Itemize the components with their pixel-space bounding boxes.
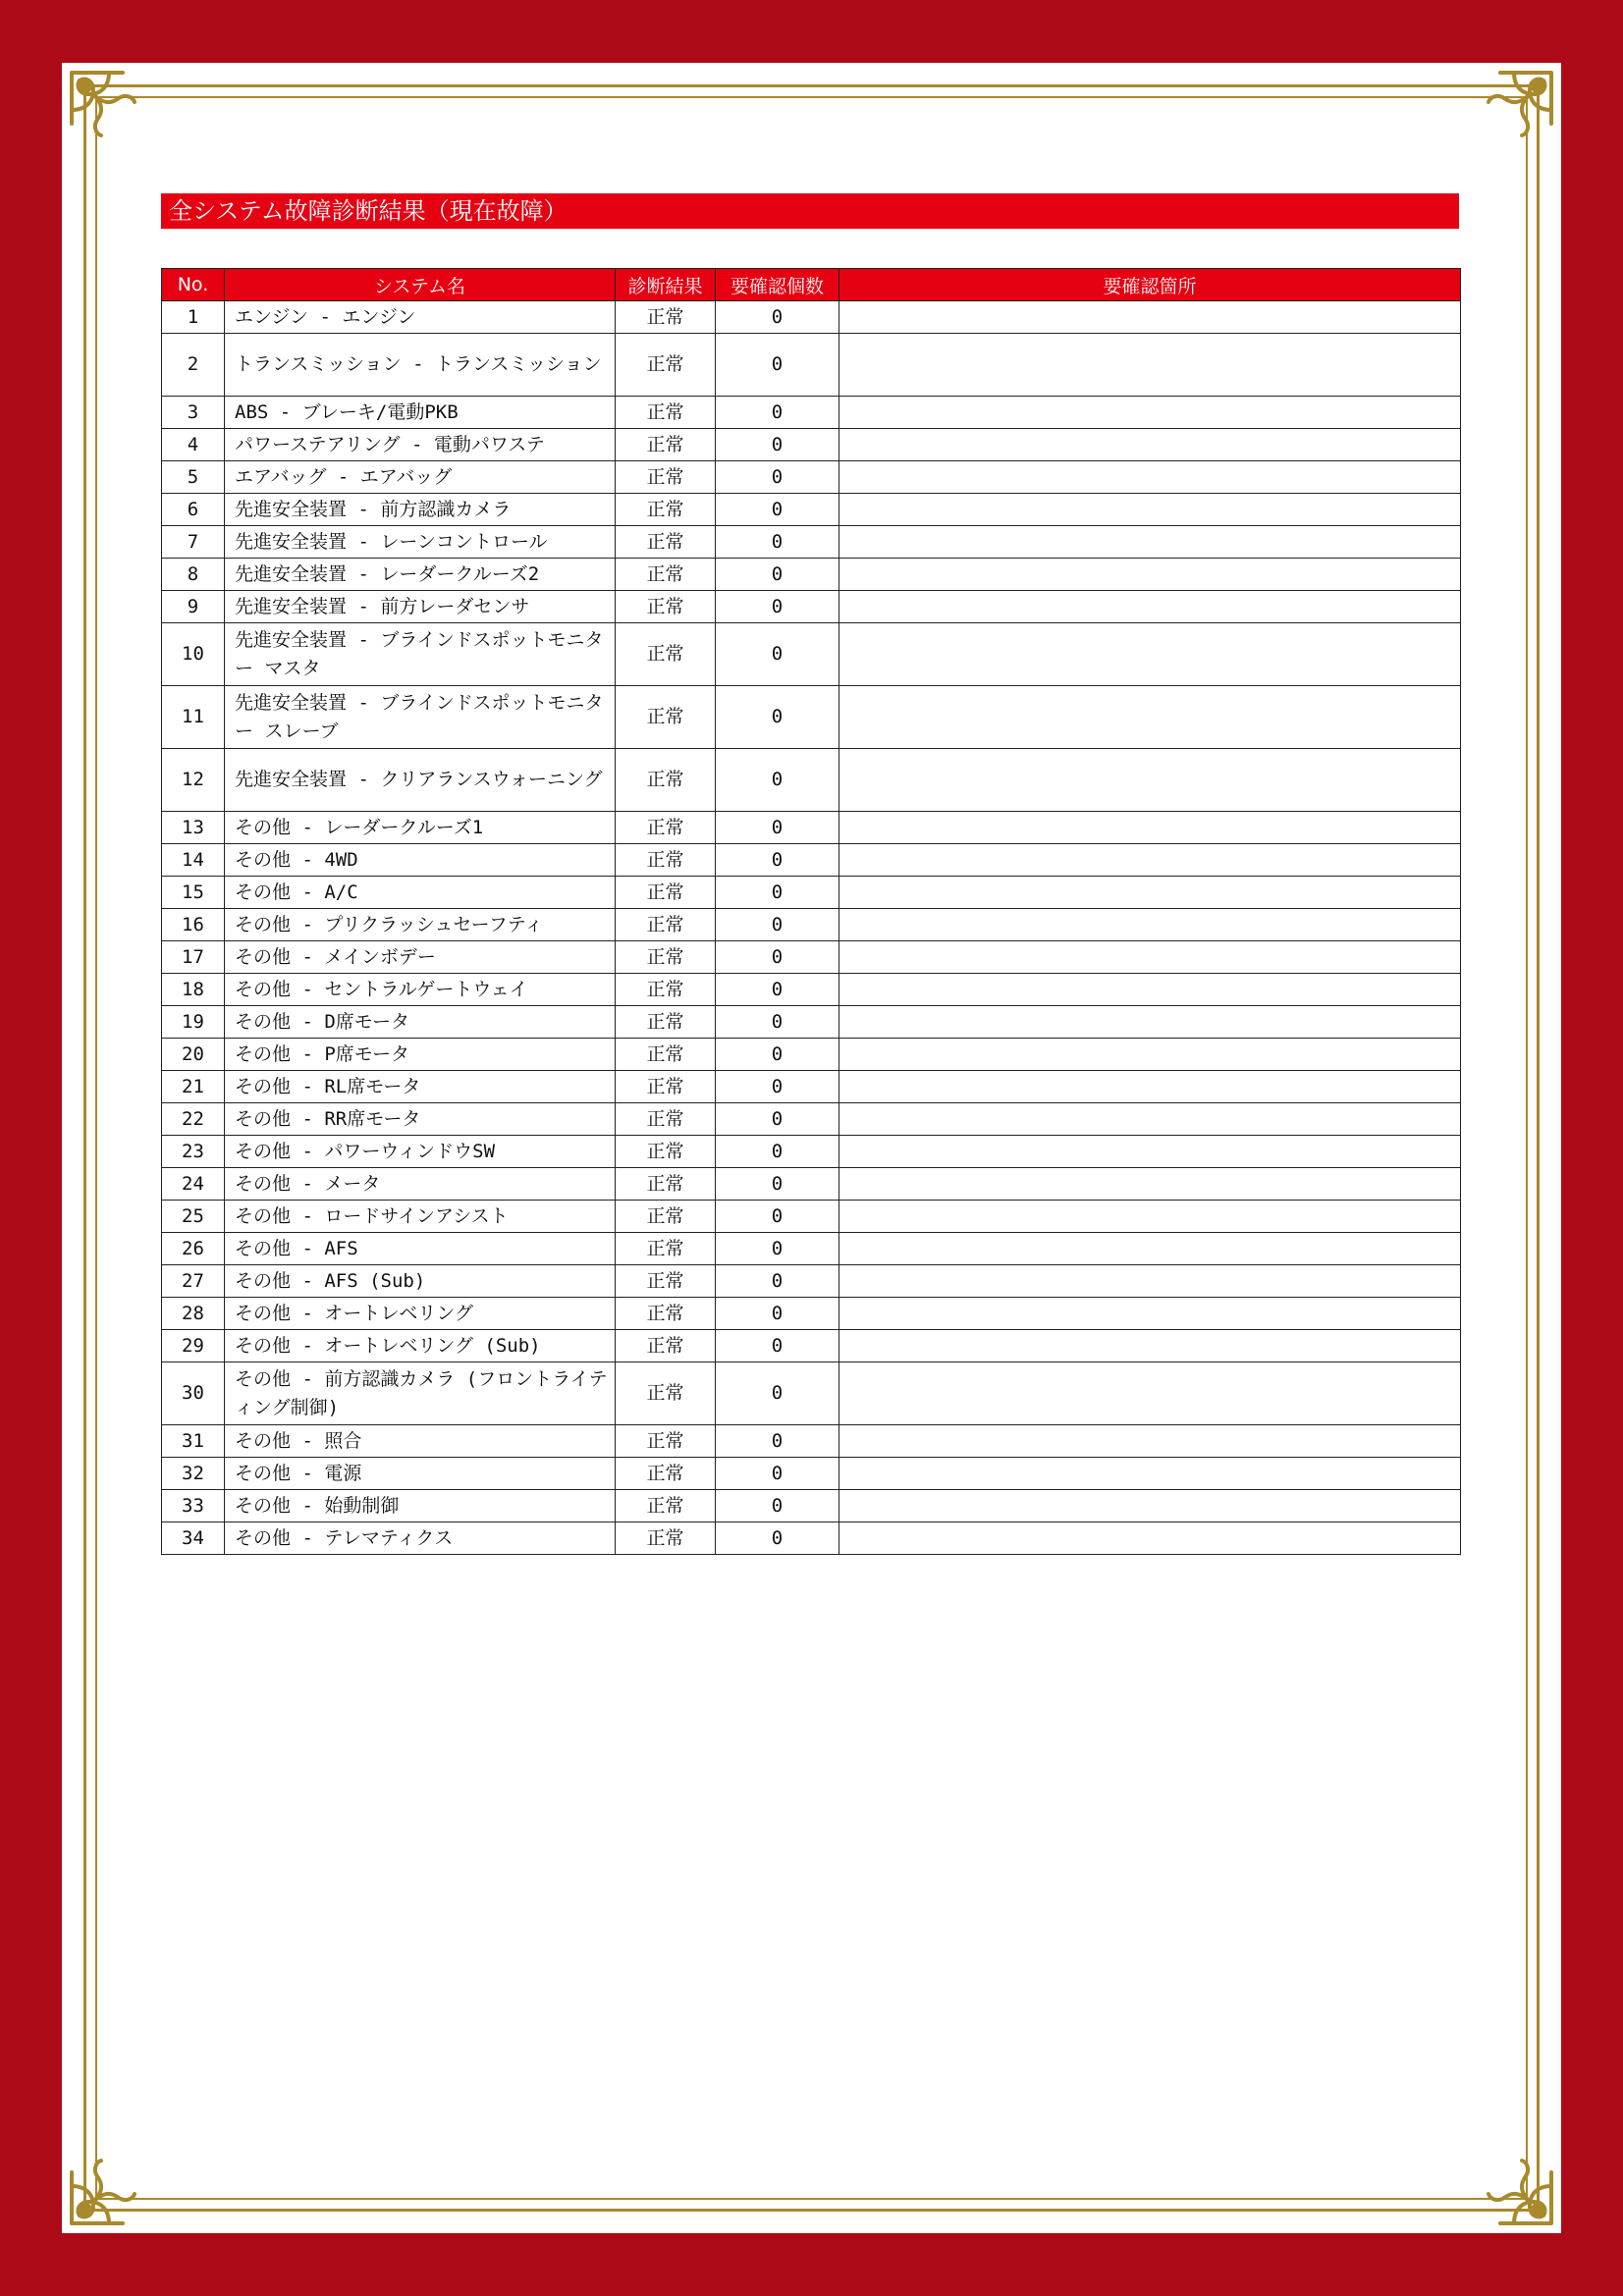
table-row bbox=[162, 1136, 1461, 1168]
table-row bbox=[162, 334, 1461, 397]
row-result: 正常 bbox=[616, 1136, 716, 1168]
row-no: 26 bbox=[162, 1233, 225, 1265]
row-result: 正常 bbox=[616, 1490, 716, 1522]
row-no: 28 bbox=[162, 1298, 225, 1330]
row-check-count: 0 bbox=[716, 1330, 839, 1362]
row-system-name: その他 - オートレベリング (Sub) bbox=[225, 1330, 616, 1362]
row-check-count: 0 bbox=[716, 1522, 839, 1555]
table-row bbox=[162, 1039, 1461, 1071]
table-row bbox=[162, 1168, 1461, 1201]
row-no: 16 bbox=[162, 909, 225, 941]
section-title: 全システム故障診断結果（現在故障） bbox=[161, 193, 1459, 229]
table-row bbox=[162, 1490, 1461, 1522]
row-check-location bbox=[839, 1233, 1461, 1265]
row-check-location bbox=[839, 909, 1461, 941]
row-no: 14 bbox=[162, 844, 225, 877]
row-result: 正常 bbox=[616, 812, 716, 844]
row-check-location bbox=[839, 749, 1461, 812]
row-result: 正常 bbox=[616, 844, 716, 877]
ornament-corner-icon bbox=[64, 2137, 158, 2231]
row-check-location bbox=[839, 1458, 1461, 1490]
table-row bbox=[162, 1522, 1461, 1555]
row-no: 5 bbox=[162, 461, 225, 494]
row-check-count: 0 bbox=[716, 1490, 839, 1522]
row-check-location bbox=[839, 1362, 1461, 1425]
row-system-name: その他 - パワーウィンドウSW bbox=[225, 1136, 616, 1168]
row-check-count: 0 bbox=[716, 461, 839, 494]
row-check-count: 0 bbox=[716, 591, 839, 623]
row-result: 正常 bbox=[616, 1458, 716, 1490]
row-result: 正常 bbox=[616, 1201, 716, 1233]
row-no: 33 bbox=[162, 1490, 225, 1522]
row-check-count: 0 bbox=[716, 877, 839, 909]
row-check-location bbox=[839, 1490, 1461, 1522]
row-no: 9 bbox=[162, 591, 225, 623]
row-system-name: エンジン - エンジン bbox=[225, 301, 616, 334]
row-check-count: 0 bbox=[716, 1265, 839, 1298]
row-check-count: 0 bbox=[716, 334, 839, 397]
row-no: 17 bbox=[162, 941, 225, 974]
row-result: 正常 bbox=[616, 1265, 716, 1298]
row-system-name: その他 - メインボデー bbox=[225, 941, 616, 974]
row-check-location bbox=[839, 623, 1461, 686]
table-row bbox=[162, 812, 1461, 844]
row-result: 正常 bbox=[616, 429, 716, 461]
row-check-location bbox=[839, 334, 1461, 397]
row-result: 正常 bbox=[616, 559, 716, 591]
row-check-location bbox=[839, 1071, 1461, 1103]
report-page bbox=[62, 63, 1561, 2233]
row-system-name: その他 - 始動制御 bbox=[225, 1490, 616, 1522]
row-result: 正常 bbox=[616, 877, 716, 909]
table-row bbox=[162, 1425, 1461, 1458]
table-row bbox=[162, 1006, 1461, 1039]
table-row bbox=[162, 749, 1461, 812]
row-no: 6 bbox=[162, 494, 225, 526]
row-check-count: 0 bbox=[716, 397, 839, 429]
row-result: 正常 bbox=[616, 334, 716, 397]
row-check-location bbox=[839, 1103, 1461, 1136]
row-check-location bbox=[839, 461, 1461, 494]
row-system-name: その他 - オートレベリング bbox=[225, 1298, 616, 1330]
table-row bbox=[162, 1201, 1461, 1233]
row-system-name: 先進安全装置 - ブラインドスポットモニター マスタ bbox=[225, 623, 616, 686]
row-result: 正常 bbox=[616, 623, 716, 686]
header-no: No. bbox=[162, 269, 225, 301]
row-check-location bbox=[839, 812, 1461, 844]
table-row bbox=[162, 1362, 1461, 1425]
table-row bbox=[162, 877, 1461, 909]
table-row bbox=[162, 429, 1461, 461]
row-system-name: その他 - ロードサインアシスト bbox=[225, 1201, 616, 1233]
table-row bbox=[162, 559, 1461, 591]
row-check-location bbox=[839, 1006, 1461, 1039]
header-check-count: 要確認個数 bbox=[716, 269, 839, 301]
row-check-count: 0 bbox=[716, 1458, 839, 1490]
row-system-name: 先進安全装置 - レーダークルーズ2 bbox=[225, 559, 616, 591]
row-check-count: 0 bbox=[716, 559, 839, 591]
row-check-location bbox=[839, 1201, 1461, 1233]
row-system-name: その他 - P席モータ bbox=[225, 1039, 616, 1071]
row-check-location bbox=[839, 686, 1461, 749]
row-check-location bbox=[839, 974, 1461, 1006]
row-check-count: 0 bbox=[716, 749, 839, 812]
row-check-location bbox=[839, 844, 1461, 877]
row-no: 19 bbox=[162, 1006, 225, 1039]
row-check-location bbox=[839, 1522, 1461, 1555]
row-check-count: 0 bbox=[716, 1103, 839, 1136]
row-result: 正常 bbox=[616, 494, 716, 526]
row-no: 25 bbox=[162, 1201, 225, 1233]
row-check-count: 0 bbox=[716, 1006, 839, 1039]
row-system-name: その他 - RL席モータ bbox=[225, 1071, 616, 1103]
row-result: 正常 bbox=[616, 1522, 716, 1555]
row-check-location bbox=[839, 1265, 1461, 1298]
row-check-location bbox=[839, 1168, 1461, 1201]
row-system-name: ABS - ブレーキ/電動PKB bbox=[225, 397, 616, 429]
row-no: 24 bbox=[162, 1168, 225, 1201]
row-check-count: 0 bbox=[716, 1233, 839, 1265]
row-check-count: 0 bbox=[716, 1362, 839, 1425]
row-no: 32 bbox=[162, 1458, 225, 1490]
row-system-name: 先進安全装置 - ブラインドスポットモニター スレーブ bbox=[225, 686, 616, 749]
row-system-name: トランスミッション - トランスミッション bbox=[225, 334, 616, 397]
row-system-name: その他 - 照合 bbox=[225, 1425, 616, 1458]
row-no: 8 bbox=[162, 559, 225, 591]
row-check-location bbox=[839, 494, 1461, 526]
row-result: 正常 bbox=[616, 1298, 716, 1330]
table-row bbox=[162, 526, 1461, 559]
ornament-corner-icon bbox=[1465, 2137, 1559, 2231]
table-row bbox=[162, 397, 1461, 429]
row-check-count: 0 bbox=[716, 1039, 839, 1071]
ornament-corner-icon bbox=[1465, 65, 1559, 159]
table-row bbox=[162, 1265, 1461, 1298]
row-check-location bbox=[839, 559, 1461, 591]
row-system-name: その他 - RR席モータ bbox=[225, 1103, 616, 1136]
row-no: 15 bbox=[162, 877, 225, 909]
diagnosis-table bbox=[161, 268, 1461, 1555]
row-system-name: その他 - A/C bbox=[225, 877, 616, 909]
row-system-name: その他 - AFS (Sub) bbox=[225, 1265, 616, 1298]
row-no: 29 bbox=[162, 1330, 225, 1362]
row-system-name: その他 - 電源 bbox=[225, 1458, 616, 1490]
row-check-count: 0 bbox=[716, 974, 839, 1006]
row-result: 正常 bbox=[616, 1425, 716, 1458]
row-result: 正常 bbox=[616, 1330, 716, 1362]
row-check-count: 0 bbox=[716, 1071, 839, 1103]
row-system-name: 先進安全装置 - レーンコントロール bbox=[225, 526, 616, 559]
row-system-name: その他 - D席モータ bbox=[225, 1006, 616, 1039]
row-result: 正常 bbox=[616, 1071, 716, 1103]
table-body bbox=[162, 301, 1461, 1555]
table-row bbox=[162, 941, 1461, 974]
table-row bbox=[162, 301, 1461, 334]
row-system-name: その他 - セントラルゲートウェイ bbox=[225, 974, 616, 1006]
row-check-count: 0 bbox=[716, 429, 839, 461]
row-check-count: 0 bbox=[716, 844, 839, 877]
row-check-count: 0 bbox=[716, 1425, 839, 1458]
row-no: 20 bbox=[162, 1039, 225, 1071]
row-check-location bbox=[839, 877, 1461, 909]
row-system-name: エアバッグ - エアバッグ bbox=[225, 461, 616, 494]
table-row bbox=[162, 494, 1461, 526]
row-system-name: その他 - メータ bbox=[225, 1168, 616, 1201]
row-check-count: 0 bbox=[716, 1298, 839, 1330]
row-check-count: 0 bbox=[716, 812, 839, 844]
row-check-count: 0 bbox=[716, 1136, 839, 1168]
row-system-name: その他 - AFS bbox=[225, 1233, 616, 1265]
row-check-count: 0 bbox=[716, 526, 839, 559]
table-row bbox=[162, 591, 1461, 623]
row-no: 22 bbox=[162, 1103, 225, 1136]
row-result: 正常 bbox=[616, 301, 716, 334]
row-system-name: その他 - 前方認識カメラ (フロントライティング制御) bbox=[225, 1362, 616, 1425]
row-no: 12 bbox=[162, 749, 225, 812]
row-system-name: 先進安全装置 - 前方レーダセンサ bbox=[225, 591, 616, 623]
table-row bbox=[162, 1233, 1461, 1265]
row-no: 31 bbox=[162, 1425, 225, 1458]
row-no: 34 bbox=[162, 1522, 225, 1555]
row-check-location bbox=[839, 591, 1461, 623]
row-result: 正常 bbox=[616, 591, 716, 623]
row-system-name: その他 - 4WD bbox=[225, 844, 616, 877]
table-row bbox=[162, 1458, 1461, 1490]
row-no: 21 bbox=[162, 1071, 225, 1103]
row-result: 正常 bbox=[616, 1006, 716, 1039]
row-result: 正常 bbox=[616, 941, 716, 974]
row-check-location bbox=[839, 1298, 1461, 1330]
row-no: 23 bbox=[162, 1136, 225, 1168]
row-check-count: 0 bbox=[716, 941, 839, 974]
header-system-name: システム名 bbox=[225, 269, 616, 301]
table-row bbox=[162, 1298, 1461, 1330]
row-check-location bbox=[839, 526, 1461, 559]
row-no: 2 bbox=[162, 334, 225, 397]
row-result: 正常 bbox=[616, 1233, 716, 1265]
row-check-location bbox=[839, 429, 1461, 461]
row-check-count: 0 bbox=[716, 301, 839, 334]
row-result: 正常 bbox=[616, 1362, 716, 1425]
row-check-count: 0 bbox=[716, 623, 839, 686]
row-check-location bbox=[839, 1425, 1461, 1458]
table-row bbox=[162, 1330, 1461, 1362]
row-system-name: その他 - テレマティクス bbox=[225, 1522, 616, 1555]
table-row bbox=[162, 623, 1461, 686]
header-result: 診断結果 bbox=[616, 269, 716, 301]
row-result: 正常 bbox=[616, 909, 716, 941]
row-result: 正常 bbox=[616, 461, 716, 494]
table-row bbox=[162, 974, 1461, 1006]
row-check-count: 0 bbox=[716, 494, 839, 526]
row-check-location bbox=[839, 301, 1461, 334]
row-result: 正常 bbox=[616, 749, 716, 812]
row-check-location bbox=[839, 1039, 1461, 1071]
row-system-name: 先進安全装置 - クリアランスウォーニング bbox=[225, 749, 616, 812]
row-check-location bbox=[839, 397, 1461, 429]
row-system-name: その他 - レーダークルーズ1 bbox=[225, 812, 616, 844]
row-no: 11 bbox=[162, 686, 225, 749]
row-check-location bbox=[839, 941, 1461, 974]
row-system-name: その他 - プリクラッシュセーフティ bbox=[225, 909, 616, 941]
row-check-location bbox=[839, 1136, 1461, 1168]
row-result: 正常 bbox=[616, 1103, 716, 1136]
table-row bbox=[162, 686, 1461, 749]
row-check-count: 0 bbox=[716, 909, 839, 941]
row-no: 13 bbox=[162, 812, 225, 844]
row-no: 10 bbox=[162, 623, 225, 686]
row-no: 18 bbox=[162, 974, 225, 1006]
row-check-count: 0 bbox=[716, 686, 839, 749]
row-no: 4 bbox=[162, 429, 225, 461]
ornament-corner-icon bbox=[64, 65, 158, 159]
table-row bbox=[162, 909, 1461, 941]
row-result: 正常 bbox=[616, 1039, 716, 1071]
row-result: 正常 bbox=[616, 526, 716, 559]
row-no: 1 bbox=[162, 301, 225, 334]
table-row bbox=[162, 844, 1461, 877]
row-no: 3 bbox=[162, 397, 225, 429]
row-result: 正常 bbox=[616, 974, 716, 1006]
header-check-location: 要確認箇所 bbox=[839, 269, 1461, 301]
row-check-location bbox=[839, 1330, 1461, 1362]
row-system-name: パワーステアリング - 電動パワステ bbox=[225, 429, 616, 461]
row-result: 正常 bbox=[616, 397, 716, 429]
row-system-name: 先進安全装置 - 前方認識カメラ bbox=[225, 494, 616, 526]
row-no: 7 bbox=[162, 526, 225, 559]
table-header-row bbox=[162, 269, 1461, 301]
table-row bbox=[162, 461, 1461, 494]
row-result: 正常 bbox=[616, 1168, 716, 1201]
table-row bbox=[162, 1071, 1461, 1103]
row-check-count: 0 bbox=[716, 1168, 839, 1201]
row-no: 30 bbox=[162, 1362, 225, 1425]
row-no: 27 bbox=[162, 1265, 225, 1298]
row-check-count: 0 bbox=[716, 1201, 839, 1233]
table-row bbox=[162, 1103, 1461, 1136]
row-result: 正常 bbox=[616, 686, 716, 749]
